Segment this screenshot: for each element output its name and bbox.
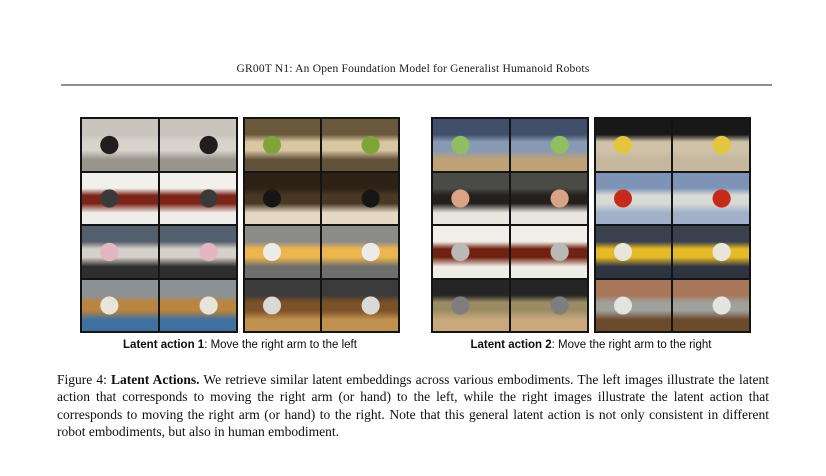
figure-image [82, 226, 158, 278]
image-grid-block [431, 117, 589, 333]
figure-image [511, 119, 587, 171]
figure-image [433, 173, 509, 225]
latent-action-2-caption [431, 339, 751, 351]
figure-caption-label: Figure 4: [57, 372, 112, 387]
figure-image [322, 280, 398, 332]
figure-image [322, 226, 398, 278]
figure-image [245, 119, 321, 171]
figure-image [82, 173, 158, 225]
latent-action-1-text: : Move the right arm to the left [204, 339, 357, 351]
image-grid-block [594, 117, 752, 333]
figure-image [673, 119, 749, 171]
image-grid-block [80, 117, 238, 333]
figure-image [673, 280, 749, 332]
figure-image [673, 226, 749, 278]
figure-image [596, 119, 672, 171]
figure-image [245, 226, 321, 278]
figure-caption-title: Latent Actions. [111, 372, 200, 387]
latent-action-1-caption [80, 339, 400, 351]
figure-image [160, 119, 236, 171]
latent-action-2-text: : Move the right arm to the right [551, 339, 712, 351]
figure-image [160, 226, 236, 278]
figure-image [322, 173, 398, 225]
figure-image [673, 173, 749, 225]
figure-image [596, 173, 672, 225]
figure-image [160, 173, 236, 225]
image-grid-block [243, 117, 401, 333]
figure-image [511, 226, 587, 278]
figure-image [322, 119, 398, 171]
figure-image [511, 280, 587, 332]
latent-action-1-image-grid [80, 117, 400, 333]
figure-image [596, 280, 672, 332]
figure-image [245, 280, 321, 332]
latent-action-2-label: Latent action 2 [470, 339, 552, 351]
figure-image [82, 119, 158, 171]
running-title: GR00T N1: An Open Foundation Model for Generalist Humanoid Robots [236, 63, 590, 75]
figure-image [433, 119, 509, 171]
figure-image [433, 280, 509, 332]
figure-image [596, 226, 672, 278]
figure-image [160, 280, 236, 332]
latent-action-1-label: Latent action 1 [123, 339, 205, 351]
figure-image [433, 226, 509, 278]
header-rule [61, 84, 772, 86]
figure-image [511, 173, 587, 225]
figure-caption [57, 371, 769, 440]
figure-image [245, 173, 321, 225]
figure-image [82, 280, 158, 332]
figure-caption-body: We retrieve similar latent embeddings across various embodiments. The left images illustrate the latent action that corresponds to moving the right arm (or hand) to the left, while the right images illustrate the latent action that corresponds to moving the right arm (or hand) to the right. Note that this general latent action is not only consistent in different robot embodiments, but also in human embodiment. [57, 372, 770, 439]
latent-action-2-image-grid [431, 117, 751, 333]
